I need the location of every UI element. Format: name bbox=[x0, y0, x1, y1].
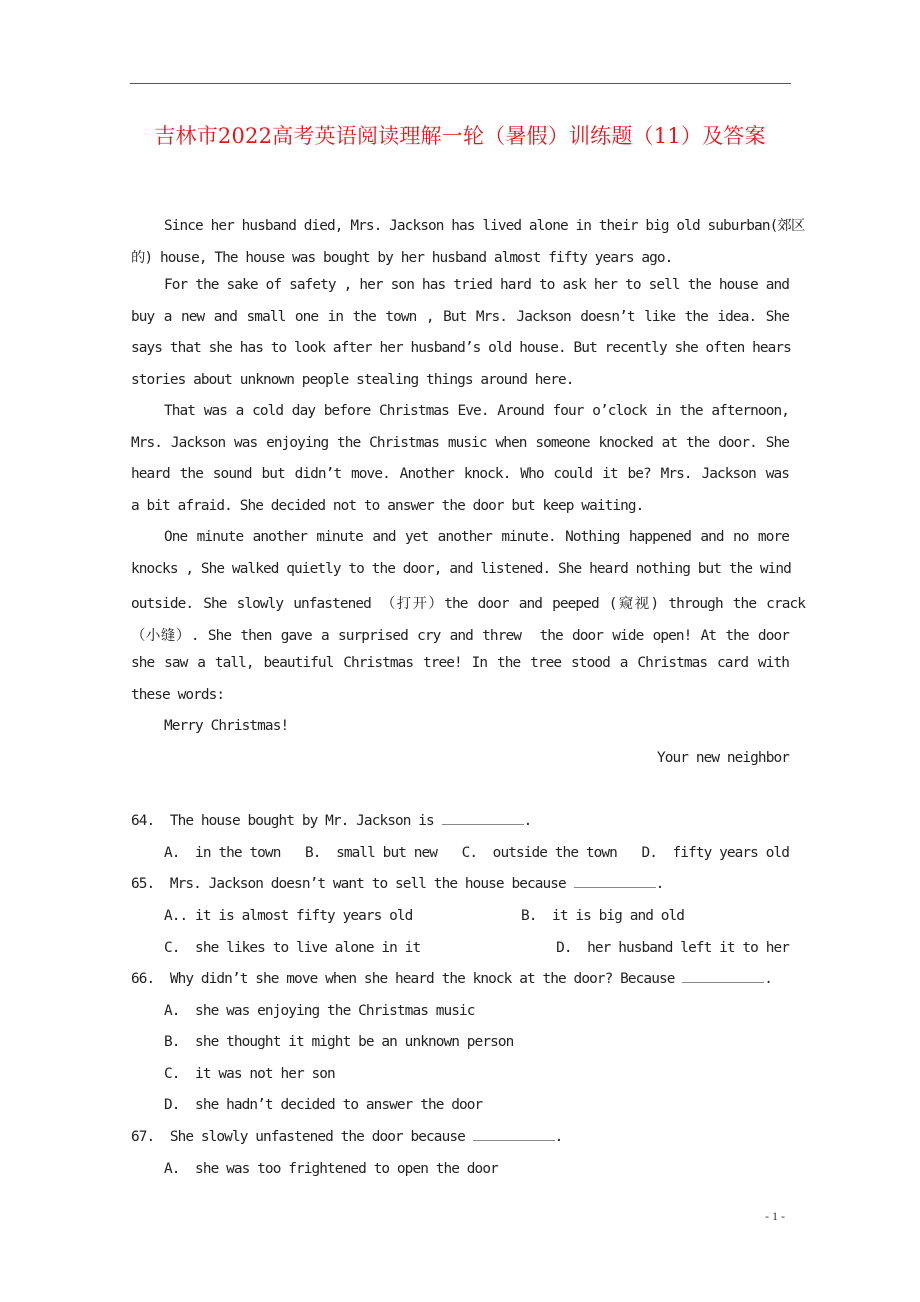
passage-line: heard the sound but didn’t move. Another knock. Who could it be? Mrs. Jackson was bbox=[131, 466, 789, 482]
answer-blank bbox=[574, 877, 656, 888]
option-a: A. she was enjoying the Christmas music bbox=[164, 1003, 475, 1019]
option-b: B. small but new bbox=[305, 845, 438, 861]
question-stem: Why didn’t she move when she heard the knock at the door? Because bbox=[169, 971, 675, 987]
option-d: D. her husband left it to her bbox=[556, 940, 789, 956]
question-number: 65. bbox=[131, 876, 155, 892]
header-rule bbox=[130, 83, 791, 84]
passage-line: knocks , She walked quietly to the door, and listened. She heard nothing but the wind bbox=[131, 561, 791, 577]
question-67: 67. She slowly unfastened the door because . bbox=[131, 1129, 563, 1145]
passage-line: （小缝）. She then gave a surprised cry and threw the door wide open! At the door bbox=[131, 628, 789, 644]
passage-line: Mrs. Jackson was enjoying the Christmas music when someone knocked at the door. She bbox=[131, 435, 789, 451]
answer-blank bbox=[442, 814, 524, 825]
passage-line: That was a cold day before Christmas Eve. Around four o’clock in the afternoon, bbox=[164, 403, 789, 419]
question-stem: She slowly unfastened the door because bbox=[169, 1129, 465, 1145]
question-stem: Mrs. Jackson doesn’t want to sell the house because bbox=[169, 876, 566, 892]
question-65: 65. Mrs. Jackson doesn’t want to sell the house because . bbox=[131, 876, 664, 892]
passage-line: Since her husband died, Mrs. Jackson has lived alone in their big old suburban(郊区 bbox=[164, 218, 805, 234]
passage-line: outside. She slowly unfastened （打开）the door and peeped (窥视) through the crack bbox=[131, 596, 805, 612]
question-stem: The house bought by Mr. Jackson is bbox=[169, 813, 434, 829]
option-b: B. she thought it might be an unknown person bbox=[164, 1034, 514, 1050]
passage-line: these words: bbox=[131, 687, 225, 703]
passage-line: buy a new and small one in the town , But Mrs. Jackson doesn’t like the idea. She bbox=[131, 309, 789, 325]
document-title: 吉林市2022高考英语阅读理解一轮（暑假）训练题（11）及答案 bbox=[154, 124, 766, 148]
passage-line: says that she has to look after her husband’s old house. But recently she often hears bbox=[131, 340, 791, 356]
option-a: A. in the town bbox=[164, 845, 281, 861]
passage-line: 的) house, The house was bought by her husband almost fifty years ago. bbox=[131, 250, 673, 266]
answer-blank bbox=[682, 972, 764, 983]
passage-line: One minute another minute and yet another minute. Nothing happened and no more bbox=[164, 529, 789, 545]
option-a: A. she was too frightened to open the door bbox=[164, 1161, 498, 1177]
passage-line: a bit afraid. She decided not to answer the door but keep waiting. bbox=[131, 498, 644, 514]
options-row bbox=[164, 845, 789, 861]
question-number: 64. bbox=[131, 813, 155, 829]
answer-blank bbox=[473, 1130, 555, 1141]
card-greeting: Merry Christmas! bbox=[164, 718, 289, 734]
question-66: 66. Why didn’t she move when she heard the knock at the door? Because . bbox=[131, 971, 773, 987]
passage-line: stories about unknown people stealing things around here. bbox=[131, 372, 574, 388]
question-64: 64. The house bought by Mr. Jackson is . bbox=[131, 813, 532, 829]
option-d: D. fifty years old bbox=[641, 845, 789, 861]
passage-line: she saw a tall, beautiful Christmas tree! In the tree stood a Christmas card with bbox=[131, 655, 789, 671]
option-d: D. she hadn’t decided to answer the door bbox=[164, 1097, 483, 1113]
option-c: C. it was not her son bbox=[164, 1066, 335, 1082]
question-number: 66. bbox=[131, 971, 155, 987]
option-a: A.. it is almost fifty years old bbox=[164, 908, 413, 924]
passage-line: For the sake of safety , her son has tried hard to ask her to sell the house and bbox=[164, 277, 789, 293]
option-b: B. it is big and old bbox=[521, 908, 685, 924]
option-c: C. outside the town bbox=[461, 845, 617, 861]
card-signature: Your new neighbor bbox=[657, 750, 789, 766]
question-number: 67. bbox=[131, 1129, 155, 1145]
page-number: - 1 - bbox=[765, 1209, 785, 1223]
option-c: C. she likes to live alone in it bbox=[164, 940, 421, 956]
